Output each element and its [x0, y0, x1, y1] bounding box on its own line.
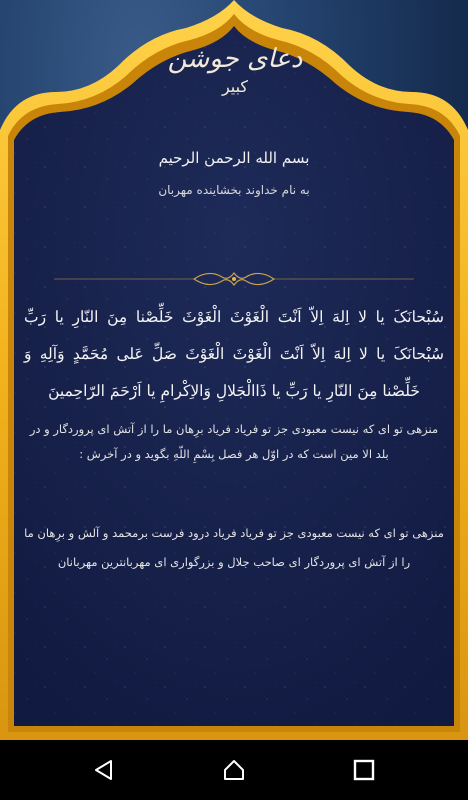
- persian-translation-2: منزهی تو ای که نیست معبودی جز تو فریاد فریاد درود فرست برمحمد و آلش و برِهان ما را از آتش ای پروردگار ای صاحب جلال و بزرگواری ای مهربانترین مهربانان: [24, 526, 444, 569]
- back-button[interactable]: [74, 740, 134, 800]
- bismillah-translation: به نام خداوند بخشاینده مهربان: [158, 183, 310, 197]
- recents-button[interactable]: [334, 740, 394, 800]
- bismillah-heading: بسم الله الرحمن الرحیم: [158, 149, 310, 167]
- arabic-prayer-text: سُبْحانَکَ یا لا اِلهَ اِلاّ اَنْتَ الْغَوْثَ الْغَوْثَ خَلِّصْنا مِنَ النّارِ یا رَبِّ سُبْحانَکَ یا لا اِلهَ اِلاّ اَنْتَ الْغَوْثَ الْغَوْثَ صَلِّ عَلی مُحَمَّدٍ وَآلِهِ وَ خَلِّصْنا مِنَ النّارِ یا رَبِّ یا ذَاالْجَلالِ وَالاِکْرامِ یا اَرْحَمَ الرّاحِمینَ: [24, 308, 444, 400]
- home-button[interactable]: [204, 740, 264, 800]
- system-navigation-bar: [0, 740, 468, 800]
- app-logo: [160, 42, 310, 112]
- square-recents-icon: [352, 758, 376, 782]
- logo-subtitle: کبیر: [221, 77, 249, 96]
- circle-home-icon: [222, 758, 246, 782]
- persian-translation-1: منزهی تو ای که نیست معبودی جز تو فریاد فریاد برِهان ما را از آتش ای پروردگار و در بلد الا مین است که در اوّل هر فصل بِسْمِ اللّهِ بگوید و در آخرش :: [29, 422, 439, 461]
- triangle-back-icon: [92, 758, 116, 782]
- prayer-content: [18, 135, 450, 725]
- logo-title: دعای جوشن: [167, 44, 303, 74]
- ornament-divider: [54, 267, 414, 291]
